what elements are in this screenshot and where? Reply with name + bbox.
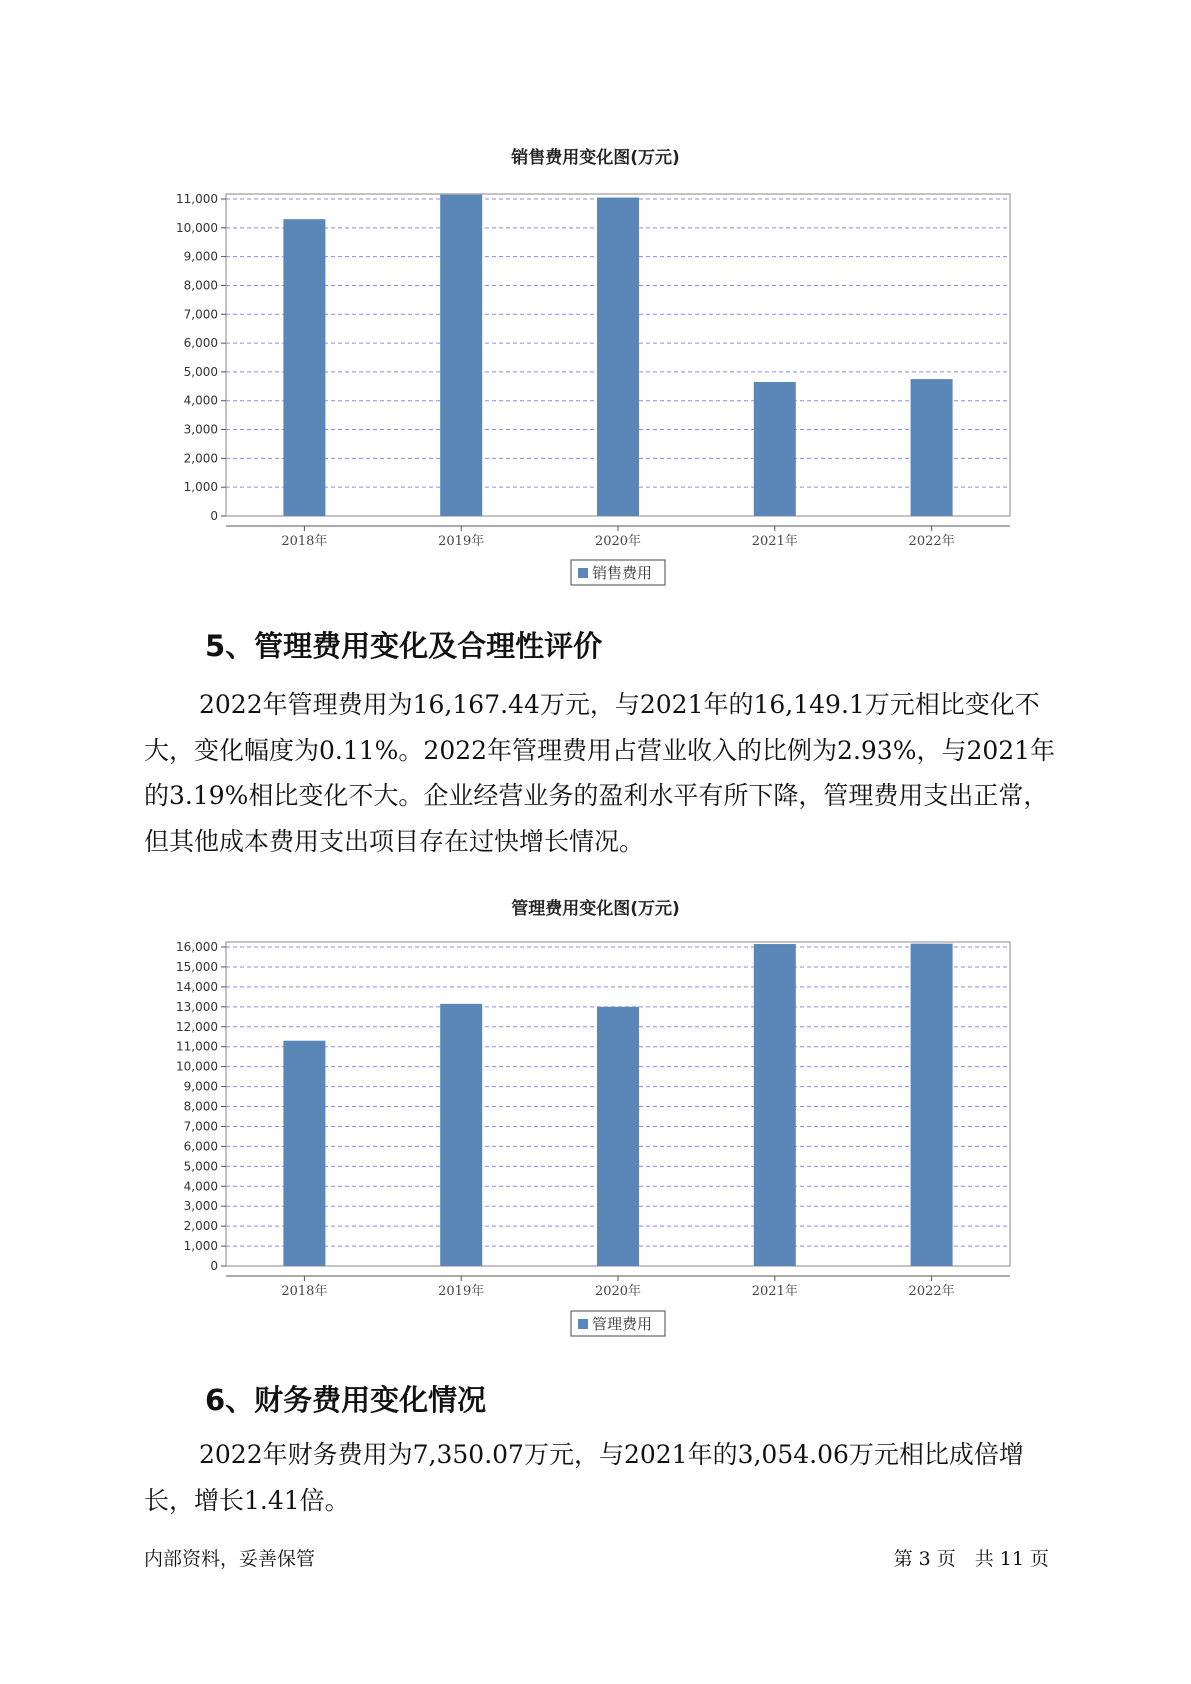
y-tick-label: 7,000 xyxy=(183,307,218,322)
y-tick-label: 2,000 xyxy=(183,451,218,466)
y-tick-label: 9,000 xyxy=(183,1079,218,1094)
bar xyxy=(597,198,639,516)
bar xyxy=(597,1007,639,1266)
y-tick-label: 2,000 xyxy=(183,1219,218,1234)
y-tick-label: 6,000 xyxy=(183,336,218,351)
y-tick-label: 8,000 xyxy=(183,278,218,293)
y-tick-label: 7,000 xyxy=(183,1119,218,1134)
y-tick-label: 5,000 xyxy=(183,1159,218,1174)
y-tick-label: 12,000 xyxy=(176,1019,218,1034)
y-tick-label: 4,000 xyxy=(183,393,218,408)
x-tick-label: 2021年 xyxy=(751,1284,798,1299)
bar xyxy=(754,382,796,516)
y-tick-label: 1,000 xyxy=(183,480,218,495)
y-tick-label: 3,000 xyxy=(183,422,218,437)
y-tick-label: 0 xyxy=(210,509,218,523)
y-tick-label: 9,000 xyxy=(183,249,218,264)
y-tick-label: 15,000 xyxy=(176,959,218,974)
x-tick-label: 2022年 xyxy=(908,1284,955,1299)
x-tick-label: 2018年 xyxy=(281,1284,328,1299)
bar xyxy=(440,195,482,516)
x-tick-label: 2019年 xyxy=(438,534,485,549)
y-tick-label: 10,000 xyxy=(176,220,218,235)
legend-swatch xyxy=(578,1319,588,1329)
y-tick-label: 8,000 xyxy=(183,1099,218,1114)
y-tick-label: 1,000 xyxy=(183,1239,218,1254)
x-tick-label: 2022年 xyxy=(908,534,955,549)
y-tick-label: 3,000 xyxy=(183,1199,218,1214)
x-tick-label: 2020年 xyxy=(594,1284,642,1299)
x-tick-label: 2020年 xyxy=(594,534,642,549)
legend-label: 销售费用 xyxy=(592,564,653,582)
chart1-title: 销售费用变化图(万元) xyxy=(511,148,680,168)
y-tick-label: 13,000 xyxy=(176,999,218,1014)
section-6-paragraph: 2022年财务费用为7,350.07万元，与2021年的3,054.06万元相比成倍增长，增长1.41倍。 xyxy=(144,1440,1024,1515)
x-tick-label: 2018年 xyxy=(281,534,328,549)
y-tick-label: 14,000 xyxy=(176,979,218,994)
bar xyxy=(440,1004,482,1266)
bar xyxy=(283,1041,325,1266)
y-tick-label: 0 xyxy=(210,1259,218,1273)
footer-confidential: 内部资料，妥善保管 xyxy=(144,1548,316,1570)
y-tick-label: 11,000 xyxy=(176,192,218,206)
chart2-admin-expense xyxy=(0,920,1191,1360)
x-tick-label: 2019年 xyxy=(438,1284,485,1299)
bar xyxy=(754,944,796,1266)
section-5-paragraph: 2022年管理费用为16,167.44万元，与2021年的16,149.1万元相比变化不大，变化幅度为0.11%。2022年管理费用占营业收入的比例为2.93%，与2021年的3.19%相比变化不大。企业经营业务的盈利水平有所下降，管理费用支出正常，但其他成本费用支出项目存在过快增长情况。 xyxy=(144,690,1056,856)
bar xyxy=(283,219,325,516)
legend-swatch xyxy=(578,568,588,578)
y-tick-label: 11,000 xyxy=(176,1039,218,1054)
footer-page-number: 第 3 页 共 11 页 xyxy=(893,1548,1049,1570)
section-5-heading: 5、管理费用变化及合理性评价 xyxy=(205,629,603,663)
y-tick-label: 16,000 xyxy=(176,940,218,954)
chart2-title: 管理费用变化图(万元) xyxy=(511,899,680,919)
y-tick-label: 5,000 xyxy=(183,364,218,379)
bar xyxy=(911,944,953,1266)
y-tick-label: 10,000 xyxy=(176,1059,218,1074)
legend-label: 管理费用 xyxy=(592,1315,653,1333)
section-6-heading: 6、财务费用变化情况 xyxy=(205,1383,487,1417)
y-tick-label: 4,000 xyxy=(183,1179,218,1194)
chart1-sales-expense xyxy=(0,170,1191,600)
x-tick-label: 2021年 xyxy=(751,534,798,549)
bar xyxy=(911,379,953,516)
y-tick-label: 6,000 xyxy=(183,1139,218,1154)
